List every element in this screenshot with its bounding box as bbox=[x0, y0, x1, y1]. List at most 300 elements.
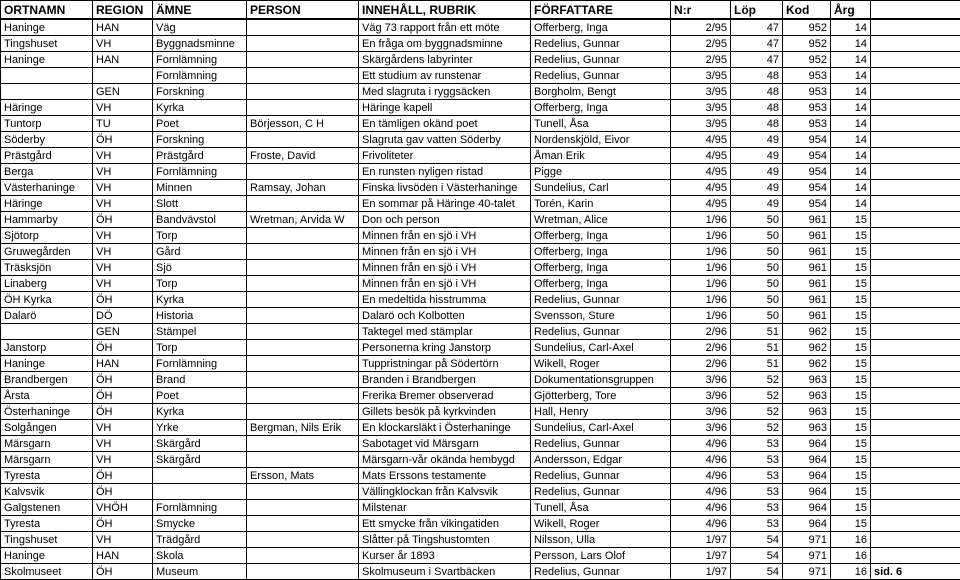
cell-note bbox=[871, 196, 960, 212]
cell-forfattare: Borgholm, Bengt bbox=[531, 84, 671, 100]
cell-person bbox=[247, 68, 359, 84]
cell-arg: 15 bbox=[831, 436, 871, 452]
cell-lop: 51 bbox=[731, 340, 783, 356]
cell-amne: Forskning bbox=[153, 132, 247, 148]
cell-nr: 2/96 bbox=[671, 324, 731, 340]
cell-note bbox=[871, 532, 960, 548]
cell-note bbox=[871, 260, 960, 276]
cell-ortnamn: Tingshuset bbox=[1, 36, 93, 52]
table-row bbox=[1, 500, 960, 516]
cell-forfattare: Redelius, Gunnar bbox=[531, 436, 671, 452]
cell-arg: 14 bbox=[831, 100, 871, 116]
cell-region: VH bbox=[93, 148, 153, 164]
cell-arg: 14 bbox=[831, 164, 871, 180]
cell-amne: Sjö bbox=[153, 260, 247, 276]
cell-forfattare: Åman Erik bbox=[531, 148, 671, 164]
cell-forfattare: Tunell, Åsa bbox=[531, 116, 671, 132]
cell-region: VH bbox=[93, 436, 153, 452]
cell-lop: 48 bbox=[731, 84, 783, 100]
cell-kod: 952 bbox=[783, 36, 831, 52]
cell-amne: Kyrka bbox=[153, 292, 247, 308]
header-amne: ÄMNE bbox=[153, 1, 247, 20]
cell-region: ÖH bbox=[93, 484, 153, 500]
cell-forfattare: Offerberg, Inga bbox=[531, 276, 671, 292]
cell-person bbox=[247, 356, 359, 372]
cell-ortnamn: Skolmuseet bbox=[1, 564, 93, 580]
cell-person bbox=[247, 196, 359, 212]
cell-arg: 15 bbox=[831, 516, 871, 532]
cell-amne: Historia bbox=[153, 308, 247, 324]
cell-nr: 4/95 bbox=[671, 132, 731, 148]
cell-amne: Torp bbox=[153, 340, 247, 356]
cell-person bbox=[247, 532, 359, 548]
cell-region: VH bbox=[93, 100, 153, 116]
cell-arg: 16 bbox=[831, 532, 871, 548]
cell-amne: Prästgård bbox=[153, 148, 247, 164]
table-row bbox=[1, 244, 960, 260]
cell-arg: 16 bbox=[831, 548, 871, 564]
cell-person bbox=[247, 452, 359, 468]
table-row bbox=[1, 452, 960, 468]
cell-innehall: Med slagruta i ryggsäcken bbox=[359, 84, 531, 100]
cell-ortnamn: Hammarby bbox=[1, 212, 93, 228]
cell-kod: 961 bbox=[783, 212, 831, 228]
cell-innehall: Finska livsöden i Västerhaninge bbox=[359, 180, 531, 196]
cell-forfattare: Nilsson, Ulla bbox=[531, 532, 671, 548]
cell-arg: 15 bbox=[831, 308, 871, 324]
cell-lop: 54 bbox=[731, 548, 783, 564]
cell-region: DÖ bbox=[93, 308, 153, 324]
cell-forfattare: Sundelius, Carl bbox=[531, 180, 671, 196]
cell-lop: 50 bbox=[731, 276, 783, 292]
cell-forfattare: Redelius, Gunnar bbox=[531, 484, 671, 500]
cell-forfattare: Sundelius, Carl-Axel bbox=[531, 340, 671, 356]
table-row bbox=[1, 52, 960, 68]
cell-lop: 50 bbox=[731, 244, 783, 260]
cell-region: VH bbox=[93, 36, 153, 52]
table-row bbox=[1, 484, 960, 500]
header-person: PERSON bbox=[247, 1, 359, 20]
cell-kod: 963 bbox=[783, 420, 831, 436]
cell-note bbox=[871, 180, 960, 196]
cell-innehall: Minnen från en sjö i VH bbox=[359, 260, 531, 276]
cell-region: ÖH bbox=[93, 292, 153, 308]
cell-amne: Fornlämning bbox=[153, 68, 247, 84]
cell-ortnamn bbox=[1, 68, 93, 84]
table-row bbox=[1, 516, 960, 532]
cell-person: Ersson, Mats bbox=[247, 468, 359, 484]
table-row bbox=[1, 420, 960, 436]
cell-lop: 49 bbox=[731, 164, 783, 180]
cell-lop: 53 bbox=[731, 516, 783, 532]
cell-nr: 3/95 bbox=[671, 68, 731, 84]
cell-innehall: Ett smycke från vikingatiden bbox=[359, 516, 531, 532]
cell-region: GEN bbox=[93, 84, 153, 100]
cell-person bbox=[247, 164, 359, 180]
cell-nr: 1/96 bbox=[671, 276, 731, 292]
cell-innehall: Don och person bbox=[359, 212, 531, 228]
cell-note: sid. 6 bbox=[871, 564, 960, 580]
cell-lop: 53 bbox=[731, 484, 783, 500]
cell-region: TU bbox=[93, 116, 153, 132]
cell-kod: 953 bbox=[783, 68, 831, 84]
cell-ortnamn: Solgången bbox=[1, 420, 93, 436]
cell-person bbox=[247, 388, 359, 404]
cell-ortnamn: Häringe bbox=[1, 100, 93, 116]
cell-note bbox=[871, 132, 960, 148]
cell-note bbox=[871, 292, 960, 308]
cell-kod: 963 bbox=[783, 404, 831, 420]
cell-nr: 4/95 bbox=[671, 164, 731, 180]
cell-note bbox=[871, 548, 960, 564]
cell-nr: 4/96 bbox=[671, 484, 731, 500]
table-row bbox=[1, 19, 960, 36]
cell-lop: 48 bbox=[731, 68, 783, 84]
cell-arg: 14 bbox=[831, 180, 871, 196]
cell-arg: 15 bbox=[831, 292, 871, 308]
cell-kod: 961 bbox=[783, 308, 831, 324]
cell-nr: 4/96 bbox=[671, 468, 731, 484]
cell-note bbox=[871, 164, 960, 180]
cell-arg: 16 bbox=[831, 564, 871, 580]
cell-kod: 961 bbox=[783, 260, 831, 276]
cell-forfattare: Wretman, Alice bbox=[531, 212, 671, 228]
table-row bbox=[1, 260, 960, 276]
cell-arg: 15 bbox=[831, 228, 871, 244]
table-row bbox=[1, 100, 960, 116]
cell-note bbox=[871, 484, 960, 500]
table-row bbox=[1, 36, 960, 52]
cell-note bbox=[871, 388, 960, 404]
cell-person bbox=[247, 404, 359, 420]
cell-arg: 14 bbox=[831, 196, 871, 212]
cell-kod: 964 bbox=[783, 516, 831, 532]
cell-innehall: En klockarsläkt i Österhaninge bbox=[359, 420, 531, 436]
cell-kod: 961 bbox=[783, 276, 831, 292]
cell-innehall: En sommar på Häringe 40-talet bbox=[359, 196, 531, 212]
cell-note bbox=[871, 436, 960, 452]
cell-note bbox=[871, 308, 960, 324]
cell-forfattare: Torén, Karin bbox=[531, 196, 671, 212]
cell-innehall: Märsgarn-vår okända hembygd bbox=[359, 452, 531, 468]
cell-ortnamn: Dalarö bbox=[1, 308, 93, 324]
cell-nr: 1/96 bbox=[671, 308, 731, 324]
cell-arg: 14 bbox=[831, 116, 871, 132]
header-region: REGION bbox=[93, 1, 153, 20]
cell-kod: 954 bbox=[783, 148, 831, 164]
cell-kod: 962 bbox=[783, 324, 831, 340]
cell-amne bbox=[153, 484, 247, 500]
cell-amne bbox=[153, 468, 247, 484]
table-row bbox=[1, 196, 960, 212]
cell-note bbox=[871, 420, 960, 436]
cell-arg: 15 bbox=[831, 356, 871, 372]
cell-arg: 15 bbox=[831, 484, 871, 500]
cell-lop: 52 bbox=[731, 420, 783, 436]
cell-lop: 53 bbox=[731, 436, 783, 452]
cell-forfattare: Offerberg, Inga bbox=[531, 228, 671, 244]
cell-lop: 47 bbox=[731, 52, 783, 68]
cell-amne: Skärgård bbox=[153, 452, 247, 468]
cell-note bbox=[871, 19, 960, 36]
table-row bbox=[1, 116, 960, 132]
cell-note bbox=[871, 212, 960, 228]
cell-nr: 4/96 bbox=[671, 500, 731, 516]
cell-ortnamn: Galgstenen bbox=[1, 500, 93, 516]
header-innehall: INNEHÅLL, RUBRIK bbox=[359, 1, 531, 20]
cell-nr: 3/96 bbox=[671, 372, 731, 388]
cell-person bbox=[247, 516, 359, 532]
cell-amne: Museum bbox=[153, 564, 247, 580]
cell-lop: 53 bbox=[731, 468, 783, 484]
cell-region: ÖH bbox=[93, 340, 153, 356]
cell-nr: 1/96 bbox=[671, 260, 731, 276]
cell-person bbox=[247, 548, 359, 564]
table-row bbox=[1, 84, 960, 100]
cell-forfattare: Redelius, Gunnar bbox=[531, 564, 671, 580]
cell-innehall: En medeltida hisstrumma bbox=[359, 292, 531, 308]
cell-lop: 52 bbox=[731, 372, 783, 388]
cell-arg: 15 bbox=[831, 372, 871, 388]
cell-region: ÖH bbox=[93, 564, 153, 580]
cell-lop: 47 bbox=[731, 19, 783, 36]
cell-forfattare: Wikell, Roger bbox=[531, 356, 671, 372]
cell-amne: Minnen bbox=[153, 180, 247, 196]
header-forfattare: FÖRFATTARE bbox=[531, 1, 671, 20]
cell-amne: Torp bbox=[153, 276, 247, 292]
cell-person bbox=[247, 244, 359, 260]
cell-nr: 1/97 bbox=[671, 548, 731, 564]
cell-person bbox=[247, 228, 359, 244]
cell-person bbox=[247, 84, 359, 100]
cell-arg: 14 bbox=[831, 36, 871, 52]
cell-kod: 953 bbox=[783, 116, 831, 132]
header-row bbox=[1, 1, 960, 20]
cell-innehall: Branden i Brandbergen bbox=[359, 372, 531, 388]
cell-ortnamn bbox=[1, 324, 93, 340]
cell-forfattare: Redelius, Gunnar bbox=[531, 36, 671, 52]
cell-nr: 4/96 bbox=[671, 516, 731, 532]
cell-kod: 953 bbox=[783, 84, 831, 100]
cell-ortnamn: Prästgård bbox=[1, 148, 93, 164]
cell-ortnamn: Österhaninge bbox=[1, 404, 93, 420]
cell-forfattare: Redelius, Gunnar bbox=[531, 52, 671, 68]
cell-kod: 964 bbox=[783, 452, 831, 468]
cell-kod: 971 bbox=[783, 548, 831, 564]
cell-kod: 961 bbox=[783, 228, 831, 244]
cell-forfattare: Redelius, Gunnar bbox=[531, 68, 671, 84]
table-row bbox=[1, 164, 960, 180]
table-row bbox=[1, 548, 960, 564]
cell-person bbox=[247, 276, 359, 292]
header-ortnamn: ORTNAMN bbox=[1, 1, 93, 20]
cell-ortnamn: Janstorp bbox=[1, 340, 93, 356]
cell-arg: 15 bbox=[831, 340, 871, 356]
cell-region: ÖH bbox=[93, 468, 153, 484]
cell-amne: Byggnadsminne bbox=[153, 36, 247, 52]
cell-forfattare: Redelius, Gunnar bbox=[531, 292, 671, 308]
cell-forfattare: Offerberg, Inga bbox=[531, 100, 671, 116]
cell-kod: 952 bbox=[783, 52, 831, 68]
cell-ortnamn: Kalvsvik bbox=[1, 484, 93, 500]
cell-kod: 971 bbox=[783, 564, 831, 580]
cell-ortnamn: Västerhaninge bbox=[1, 180, 93, 196]
cell-kod: 963 bbox=[783, 388, 831, 404]
cell-amne: Forskning bbox=[153, 84, 247, 100]
cell-arg: 15 bbox=[831, 212, 871, 228]
cell-nr: 1/96 bbox=[671, 292, 731, 308]
cell-lop: 50 bbox=[731, 228, 783, 244]
table-row bbox=[1, 372, 960, 388]
cell-lop: 49 bbox=[731, 180, 783, 196]
cell-person bbox=[247, 372, 359, 388]
cell-amne: Väg bbox=[153, 19, 247, 36]
cell-ortnamn: Märsgarn bbox=[1, 436, 93, 452]
cell-lop: 49 bbox=[731, 196, 783, 212]
table-row bbox=[1, 340, 960, 356]
cell-kod: 961 bbox=[783, 244, 831, 260]
cell-nr: 2/96 bbox=[671, 340, 731, 356]
cell-nr: 2/95 bbox=[671, 52, 731, 68]
cell-amne: Kyrka bbox=[153, 100, 247, 116]
cell-person bbox=[247, 36, 359, 52]
cell-nr: 1/97 bbox=[671, 532, 731, 548]
cell-nr: 3/95 bbox=[671, 100, 731, 116]
cell-kod: 953 bbox=[783, 100, 831, 116]
cell-amne: Skärgård bbox=[153, 436, 247, 452]
cell-person: Börjesson, C H bbox=[247, 116, 359, 132]
cell-forfattare: Offerberg, Inga bbox=[531, 260, 671, 276]
cell-note bbox=[871, 84, 960, 100]
cell-amne: Poet bbox=[153, 388, 247, 404]
cell-note bbox=[871, 340, 960, 356]
cell-nr: 3/95 bbox=[671, 84, 731, 100]
cell-region: HAN bbox=[93, 548, 153, 564]
cell-innehall: Väg 73 rapport från ett möte bbox=[359, 19, 531, 36]
cell-amne: Yrke bbox=[153, 420, 247, 436]
cell-note bbox=[871, 276, 960, 292]
cell-person: Froste, David bbox=[247, 148, 359, 164]
table-row bbox=[1, 148, 960, 164]
cell-kod: 954 bbox=[783, 196, 831, 212]
cell-nr: 2/95 bbox=[671, 36, 731, 52]
cell-amne: Fornlämning bbox=[153, 356, 247, 372]
cell-amne: Brand bbox=[153, 372, 247, 388]
cell-innehall: Minnen från en sjö i VH bbox=[359, 276, 531, 292]
cell-forfattare: Gjötterberg, Tore bbox=[531, 388, 671, 404]
cell-forfattare: Tunell, Åsa bbox=[531, 500, 671, 516]
cell-forfattare: Offerberg, Inga bbox=[531, 244, 671, 260]
cell-amne: Gård bbox=[153, 244, 247, 260]
cell-lop: 49 bbox=[731, 148, 783, 164]
cell-region: VH bbox=[93, 164, 153, 180]
cell-innehall: En tämligen okänd poet bbox=[359, 116, 531, 132]
cell-innehall: Slagruta gav vatten Söderby bbox=[359, 132, 531, 148]
cell-arg: 14 bbox=[831, 84, 871, 100]
cell-amne: Smycke bbox=[153, 516, 247, 532]
cell-forfattare: Svensson, Sture bbox=[531, 308, 671, 324]
cell-region: ÖH bbox=[93, 404, 153, 420]
cell-innehall: En runsten nyligen ristad bbox=[359, 164, 531, 180]
cell-ortnamn: ÖH Kyrka bbox=[1, 292, 93, 308]
cell-note bbox=[871, 468, 960, 484]
cell-innehall: Tuppristningar på Södertörn bbox=[359, 356, 531, 372]
cell-nr: 4/95 bbox=[671, 148, 731, 164]
cell-ortnamn: Haninge bbox=[1, 356, 93, 372]
cell-ortnamn: Häringe bbox=[1, 196, 93, 212]
cell-forfattare: Hall, Henry bbox=[531, 404, 671, 420]
cell-ortnamn: Berga bbox=[1, 164, 93, 180]
cell-nr: 1/96 bbox=[671, 244, 731, 260]
cell-ortnamn: Söderby bbox=[1, 132, 93, 148]
cell-nr: 2/95 bbox=[671, 19, 731, 36]
cell-region: VH bbox=[93, 196, 153, 212]
cell-lop: 48 bbox=[731, 116, 783, 132]
cell-person bbox=[247, 340, 359, 356]
cell-innehall: Vällingklockan från Kalvsvik bbox=[359, 484, 531, 500]
cell-innehall: Dalarö och Kolbotten bbox=[359, 308, 531, 324]
cell-nr: 3/96 bbox=[671, 420, 731, 436]
table-row bbox=[1, 468, 960, 484]
cell-innehall: Frivoliteter bbox=[359, 148, 531, 164]
cell-amne: Kyrka bbox=[153, 404, 247, 420]
cell-amne: Skola bbox=[153, 548, 247, 564]
cell-note bbox=[871, 52, 960, 68]
cell-region: VHÖH bbox=[93, 500, 153, 516]
cell-arg: 14 bbox=[831, 19, 871, 36]
cell-kod: 954 bbox=[783, 132, 831, 148]
cell-nr: 4/95 bbox=[671, 180, 731, 196]
cell-forfattare: Wikell, Roger bbox=[531, 516, 671, 532]
cell-region: HAN bbox=[93, 19, 153, 36]
cell-innehall: Skärgårdens labyrinter bbox=[359, 52, 531, 68]
cell-person bbox=[247, 308, 359, 324]
cell-region: VH bbox=[93, 244, 153, 260]
cell-lop: 53 bbox=[731, 500, 783, 516]
cell-innehall: Personerna kring Janstorp bbox=[359, 340, 531, 356]
cell-kod: 962 bbox=[783, 340, 831, 356]
cell-arg: 14 bbox=[831, 68, 871, 84]
header-nr: N:r bbox=[671, 1, 731, 20]
cell-person bbox=[247, 19, 359, 36]
cell-region: HAN bbox=[93, 52, 153, 68]
cell-ortnamn: Märsgarn bbox=[1, 452, 93, 468]
cell-person bbox=[247, 292, 359, 308]
cell-lop: 54 bbox=[731, 532, 783, 548]
cell-ortnamn: Tyresta bbox=[1, 516, 93, 532]
cell-innehall: Mats Erssons testamente bbox=[359, 468, 531, 484]
cell-ortnamn: Årsta bbox=[1, 388, 93, 404]
cell-region: ÖH bbox=[93, 212, 153, 228]
header-kod: Kod bbox=[783, 1, 831, 20]
cell-amne: Slott bbox=[153, 196, 247, 212]
header-extra bbox=[871, 1, 960, 20]
table-row bbox=[1, 292, 960, 308]
cell-amne: Torp bbox=[153, 228, 247, 244]
cell-lop: 50 bbox=[731, 308, 783, 324]
cell-kod: 962 bbox=[783, 356, 831, 372]
cell-nr: 4/96 bbox=[671, 452, 731, 468]
table-row bbox=[1, 532, 960, 548]
cell-ortnamn: Sjötorp bbox=[1, 228, 93, 244]
cell-nr: 4/95 bbox=[671, 196, 731, 212]
cell-note bbox=[871, 372, 960, 388]
cell-ortnamn: Gruwegården bbox=[1, 244, 93, 260]
cell-arg: 15 bbox=[831, 260, 871, 276]
cell-innehall: Kurser år 1893 bbox=[359, 548, 531, 564]
cell-ortnamn: Linaberg bbox=[1, 276, 93, 292]
cell-arg: 15 bbox=[831, 468, 871, 484]
